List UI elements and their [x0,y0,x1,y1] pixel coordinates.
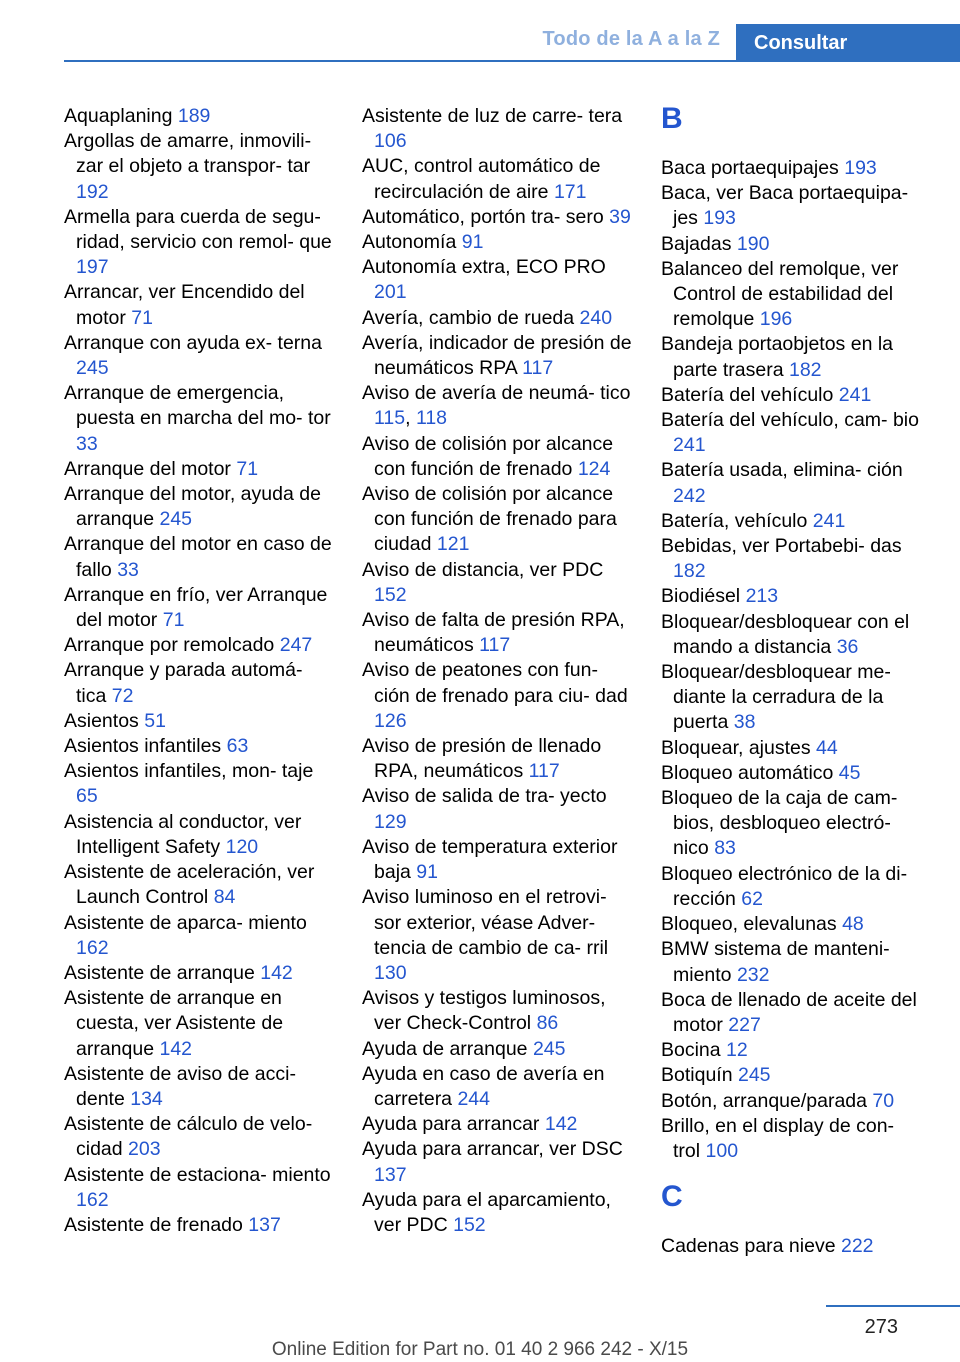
page-link[interactable]: 86 [536,1012,559,1035]
index-entry [362,482,632,558]
page-link[interactable]: 142 [159,1037,193,1060]
index-term: Autonomía [362,231,457,254]
index-term: Aviso de distancia, ver PDC [362,558,604,581]
index-term: Aviso luminoso en el retrovi‐ sor exterior, véase Adver‐ tencia de cambio de ca‐ rril [362,886,609,959]
page-link[interactable]: 142 [260,961,293,984]
index-entry [64,633,334,658]
index-entry [64,205,334,281]
page-link[interactable]: 45 [838,761,861,784]
index-term: Asistente de cálculo de velo‐ cidad [64,1113,313,1161]
index-term: Aviso de temperatura exterior baja [362,835,618,884]
page-link[interactable]: 245 [532,1037,566,1060]
page-link[interactable]: 33 [76,432,98,455]
index-term: Ayuda en caso de avería en carretera [362,1062,605,1110]
index-term: Bloqueo automático [661,761,834,784]
index-term: Avisos y testigos luminosos, ver Check-Control [362,987,606,1035]
page-link[interactable]: 241 [673,434,706,457]
page-link[interactable]: 48 [842,913,864,936]
page-link[interactable]: 192 [76,180,109,203]
index-term: AUC, control automático de recirculación de aire [362,155,601,203]
index-term: Bajadas [661,232,732,255]
index-entry [661,332,923,382]
page-link[interactable]: 118 [415,407,448,430]
index-entry [64,104,334,129]
index-entry [362,558,632,608]
index-entry [661,736,923,761]
page-link[interactable]: 242 [673,484,706,507]
index-entry [362,1188,632,1238]
index-letter-heading: C [661,1180,683,1214]
index-entry [64,129,334,205]
index-term: Bloqueo electrónico de la di‐ rección [661,862,908,910]
index-entry [64,457,334,482]
page-link[interactable]: 84 [213,886,236,909]
index-term: Asistente de aceleración, ver Launch Control [64,861,315,909]
page-link[interactable]: 190 [736,232,770,255]
index-term: Asistente de arranque [64,961,255,984]
page-link[interactable]: 244 [457,1087,490,1110]
index-entry [64,1213,334,1238]
index-term: Asistente de arranque en cuesta, ver Asistente de arranque [64,987,284,1060]
index-entry [64,1163,334,1213]
index-term: Aviso de falta de presión RPA, neumáticos [362,609,625,657]
page-link[interactable]: 63 [226,735,249,758]
index-entry [64,1112,334,1162]
page-link[interactable]: 33 [117,558,139,581]
page-link[interactable]: 120 [225,835,259,858]
page-link[interactable]: 36 [836,635,859,658]
index-term: Cadenas para nieve [661,1235,836,1258]
page-number: 273 [864,1316,898,1338]
page-link[interactable]: 193 [844,157,877,179]
index-term: Asistente de frenado [64,1213,243,1236]
index-entry [661,786,923,862]
index-entry [661,383,923,408]
page-link[interactable]: 245 [76,357,109,380]
index-term: Ayuda de arranque [362,1037,528,1060]
page-link[interactable]: 100 [705,1139,739,1162]
index-entry [64,381,334,457]
index-entry [661,862,923,912]
index-entry [661,458,923,508]
page-link[interactable]: 38 [733,711,756,734]
index-term: Armella para cuerda de segu‐ ridad, servicio con remol‐ que [64,205,332,254]
index-entry [362,104,632,154]
index-term: Arranque del motor [64,457,231,480]
index-term: Brillo, en el display de con‐ trol [661,1114,895,1162]
page-link[interactable]: 91 [416,861,438,884]
page-link[interactable]: 227 [728,1013,761,1036]
index-term: Batería usada, elimina‐ ción [661,459,903,482]
index-entry [64,709,334,734]
index-entry [362,331,632,381]
page-link[interactable]: 129 [374,810,407,833]
index-entry [661,408,923,458]
index-entry [362,205,632,230]
index-term: Botón, arranque/parada [661,1089,867,1112]
index-entry [362,784,632,834]
index-entry [362,230,632,255]
index-entry [64,280,334,330]
index-term: Baca portaequipajes [661,157,839,179]
index-entry [64,911,334,961]
page-link[interactable]: 182 [673,560,706,583]
page-link[interactable]: 196 [759,308,793,331]
active-tab[interactable]: Consultar [736,24,960,62]
index-term: Arranque y parada automá‐ tica [64,659,303,707]
index-term: Argollas de amarre, inmovili‐ zar el objeto a transpor‐ tar [64,130,312,178]
index-term: Asientos infantiles, mon‐ taje [64,760,314,783]
index-term: Boca de llenado de aceite del motor [661,988,917,1036]
index-entry [362,255,632,305]
index-entry [661,988,923,1038]
index-entry [64,810,334,860]
page-link[interactable]: 106 [374,130,407,153]
index-term: Bocina [661,1039,721,1062]
index-term: Biodiésel [661,585,741,608]
page-link[interactable]: 247 [279,634,313,657]
index-entry: Aviso de avería de neumá‐ tico 115, 118 [362,382,631,430]
page-link[interactable]: 124 [577,457,611,480]
index-entry [661,1114,923,1164]
index-entry [362,1137,632,1187]
index-entry [661,156,923,181]
header-rule [64,60,960,62]
index-term: Arrancar, ver Encendido del motor [64,281,305,329]
index-term: Autonomía extra, ECO PRO [362,256,606,279]
index-entry [362,608,632,658]
index-entry [661,232,923,257]
index-entry [661,534,923,584]
page-link[interactable]: 83 [714,837,736,860]
index-entry [661,181,923,231]
page-link[interactable]: 197 [76,256,109,279]
index-entry [64,961,334,986]
index-term: Asistente de luz de carre‐ tera [362,105,623,127]
page-link[interactable]: 142 [544,1113,578,1136]
page-link[interactable]: 91 [461,231,484,254]
index-term: Balanceo del remolque, ver Control de estabilidad del remolque [661,257,899,331]
index-letter-heading: B [661,102,683,135]
index-entry [64,860,334,910]
index-entry [64,532,334,582]
page-link[interactable]: 213 [745,585,779,608]
index-term: BMW sistema de manteni‐ miento [661,938,890,986]
index-column-1 [64,104,334,1238]
page-link[interactable]: 222 [840,1235,874,1258]
index-term: Aquaplaning [64,105,173,127]
page-link[interactable]: 44 [816,736,838,759]
page-link[interactable]: 62 [741,887,763,910]
index-term: Arranque en frío, ver Arranque del motor [64,583,328,632]
page-link[interactable]: 134 [130,1087,163,1110]
index-term: Botiquín [661,1064,733,1087]
index-entry [362,986,632,1036]
page-link[interactable]: 117 [479,634,511,657]
index-entry [362,835,632,885]
page-link[interactable]: 245 [159,508,193,531]
index-term: Ayuda para arrancar [362,1113,540,1136]
index-entry [362,885,632,986]
page-link[interactable]: 162 [76,936,109,959]
page-link[interactable]: 121 [436,533,470,556]
page-link[interactable]: 152 [453,1213,486,1236]
index-term: Arranque del motor, ayuda de arranque [64,483,321,531]
index-term: Asistencia al conductor, ver Intelligent Safety [64,810,302,858]
page-link[interactable]: 201 [374,281,407,304]
section-tab[interactable]: Todo de la A a la Z [542,28,720,50]
index-column-3 [661,104,923,1259]
page-link[interactable]: 71 [131,306,153,329]
index-term: Bloqueo, elevalunas [661,913,837,936]
page-link[interactable]: 126 [374,709,407,732]
page-link[interactable]: 51 [144,709,166,732]
index-entry [362,1112,632,1137]
index-entry [661,1038,923,1063]
page-header [0,0,960,62]
index-term: Automático, portón tra‐ sero [362,205,604,228]
index-entry [362,734,632,784]
index-term: Ayuda para el aparcamiento, ver PDC [362,1188,611,1236]
index-entry [661,584,923,609]
index-term: Bloqueo de la caja de cam‐ bios, desbloqueo electró‐ nico [661,787,898,860]
index-term: Bandeja portaobjetos en la parte trasera [661,333,894,381]
page-link[interactable]: 245 [737,1064,771,1087]
index-entry [362,658,632,734]
index-entry [362,1062,632,1112]
page-link[interactable]: 72 [111,684,134,707]
page-link[interactable]: 152 [374,583,407,606]
index-entry [661,257,923,333]
page-link[interactable]: 115 [374,407,406,430]
page-link[interactable]: 193 [703,207,736,230]
page-link[interactable]: 117 [522,357,554,380]
index-term: Bloquear/desbloquear me‐ diante la cerradura de la puerta [661,661,891,734]
index-term: Arranque por remolcado [64,634,275,657]
index-entry [64,734,334,759]
footer-rule [826,1305,960,1307]
index-entry [64,759,334,809]
index-term: Avería, indicador de presión de neumáticos RPA [362,331,632,380]
page-link[interactable]: 117 [528,760,560,783]
index-term: Ayuda para arrancar, ver DSC [362,1138,623,1161]
index-term: Batería del vehículo, cam‐ bio [661,409,919,432]
index-term: Bloquear/desbloquear con el mando a distancia [661,610,910,658]
index-entry [661,660,923,736]
index-entry [661,912,923,937]
index-term: Asistente de estaciona‐ miento [64,1163,331,1186]
page-link[interactable]: 70 [872,1089,895,1112]
page-link[interactable]: 71 [236,457,259,480]
index-entry [661,610,923,660]
index-entry [362,306,632,331]
page-link[interactable]: 12 [726,1039,748,1062]
index-term: Asientos [64,709,139,732]
page-link[interactable]: 241 [838,383,872,406]
page-link[interactable]: 130 [374,961,407,984]
index-term: Aviso de salida de tra‐ yecto [362,785,607,808]
page-link[interactable]: 71 [162,609,185,632]
edition-note: Online Edition for Part no. 01 40 2 966 242 - X/15 [271,1339,689,1360]
index-term: Aviso de avería de neumá‐ tico [362,382,631,405]
page-link[interactable]: 182 [788,358,822,381]
index-column-2 [362,104,632,1238]
index-term: Asistente de aviso de acci‐ dente [64,1062,296,1110]
index-term: Arranque del motor en caso de fallo [64,533,332,581]
index-entry [661,1089,923,1114]
index-term: Aviso de peatones con fun‐ ción de frenado para ciu‐ dad [362,659,628,707]
index-entry [362,154,632,204]
index-term: Baca, ver Baca portaequipa‐ jes [661,182,909,230]
index-term: Asistente de aparca‐ miento [64,911,307,934]
index-entry [64,658,334,708]
index-entry [64,583,334,633]
index-entry [64,482,334,532]
index-term: Arranque de emergencia, puesta en marcha del mo‐ tor [64,382,331,430]
index-entry [661,1234,923,1259]
index-entry [661,1063,923,1088]
page-link[interactable]: 240 [579,306,613,329]
index-term: Aviso de presión de llenado RPA, neumáticos [362,735,602,783]
index-entry [661,509,923,534]
index-entry [64,986,334,1062]
index-entry [661,937,923,987]
page-link[interactable]: 171 [553,180,587,203]
index-entry [661,761,923,786]
index-term: Aviso de colisión por alcance con función de frenado para ciudad [362,483,617,556]
page-link[interactable]: 65 [76,785,98,808]
page-link[interactable]: 39 [609,205,631,228]
index-term: Bloquear, ajustes [661,736,811,759]
page-link[interactable]: 137 [374,1163,407,1186]
index-term: Avería, cambio de rueda [362,306,575,329]
index-term: Arranque con ayuda ex‐ terna [64,331,322,354]
page-link[interactable]: 203 [128,1138,161,1161]
page-link[interactable]: 241 [812,509,846,532]
page-link[interactable]: 137 [248,1213,281,1236]
page-link[interactable]: 162 [76,1188,109,1211]
index-term: Batería, vehículo [661,509,808,532]
index-term: Bebidas, ver Portabebi‐ das [661,535,902,558]
index-entry [362,1037,632,1062]
page-link[interactable]: 189 [177,105,211,127]
index-entry [64,331,334,381]
index-term: Batería del vehículo [661,383,834,406]
index-entry [64,1062,334,1112]
index-entry [362,432,632,482]
index-term: Asientos infantiles [64,735,222,758]
index-term: Aviso de colisión por alcance con función de frenado [362,432,614,480]
page-link[interactable]: 232 [736,963,770,986]
